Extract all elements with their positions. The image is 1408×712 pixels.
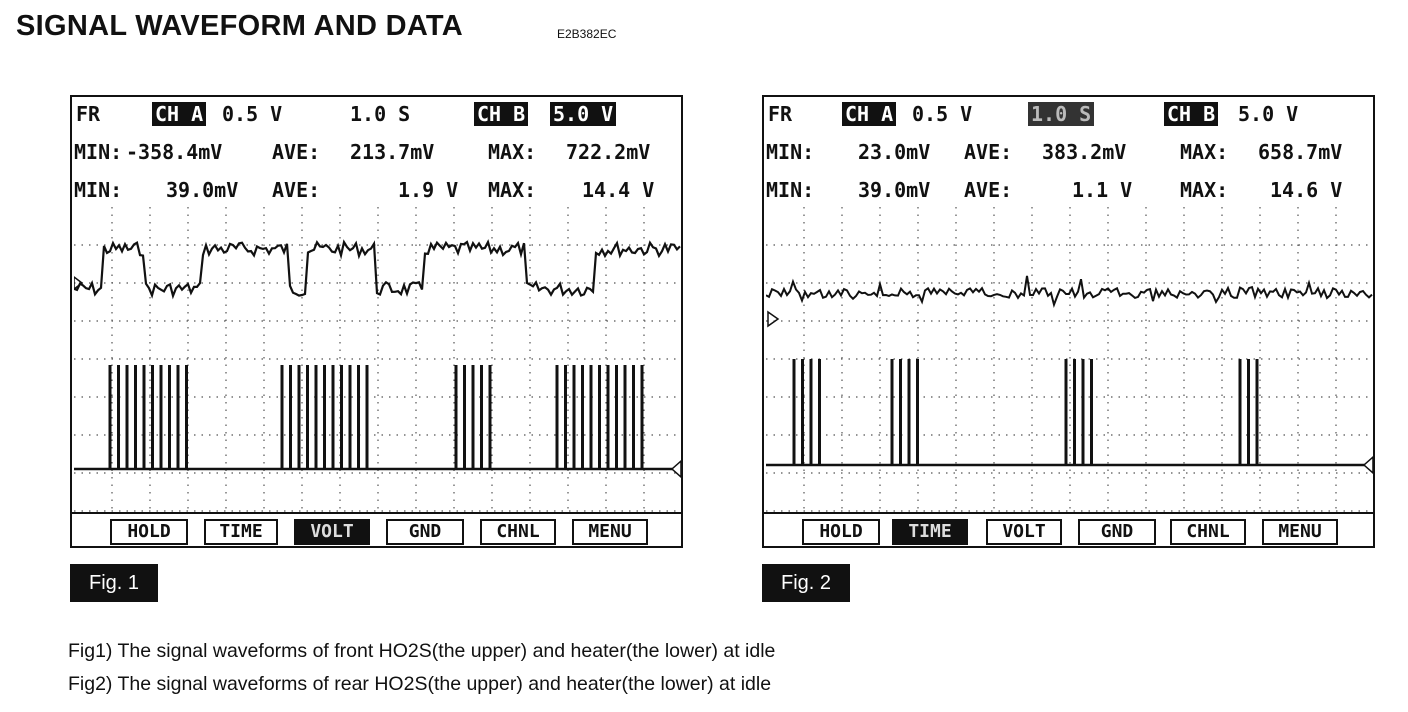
softkey-bar (764, 512, 1373, 548)
ch-b-ave: 1.1 V (1072, 178, 1133, 202)
min-label: MIN: (74, 140, 123, 164)
ave-label: AVE: (964, 178, 1013, 202)
waveform-svg (766, 207, 1373, 512)
ch-b-max: 14.6 V (1270, 178, 1343, 202)
ch-a-min: 23.0mV (858, 140, 931, 164)
hold-button[interactable]: HOLD (802, 519, 880, 545)
scope-display-fig1 (70, 95, 683, 548)
fr-label: FR (768, 102, 793, 126)
ave-label: AVE: (272, 178, 321, 202)
max-label: MAX: (488, 140, 537, 164)
ch-a-stats-row (764, 135, 1373, 173)
volt-button[interactable]: VOLT (986, 519, 1062, 545)
fig2-label: Fig. 2 (762, 564, 850, 602)
chnl-button[interactable]: CHNL (1170, 519, 1246, 545)
ch-a-max: 658.7mV (1258, 140, 1343, 164)
menu-button[interactable]: MENU (572, 519, 648, 545)
ch-b-min: 39.0mV (858, 178, 931, 202)
document-code: E2B382EC (557, 27, 617, 41)
ch-a-label[interactable]: CH A (152, 102, 206, 126)
time-scale: 1.0 S (350, 102, 411, 126)
min-label: MIN: (766, 178, 815, 202)
ch-a-min: -358.4mV (126, 140, 223, 164)
hold-button[interactable]: HOLD (110, 519, 188, 545)
ave-label: AVE: (964, 140, 1013, 164)
waveform-plot (766, 207, 1373, 512)
scope-display-fig2 (762, 95, 1375, 548)
ch-a-ave: 213.7mV (350, 140, 435, 164)
ch-a-scale: 0.5 V (222, 102, 283, 126)
max-label: MAX: (488, 178, 537, 202)
time-scale: 1.0 S (1028, 102, 1094, 126)
page-title: SIGNAL WAVEFORM AND DATA (16, 10, 464, 42)
min-label: MIN: (74, 178, 123, 202)
ch-b-scale: 5.0 V (550, 102, 616, 126)
ch-a-scale: 0.5 V (912, 102, 973, 126)
ch-a-max: 722.2mV (566, 140, 651, 164)
volt-button[interactable]: VOLT (294, 519, 370, 545)
ch-b-stats-row (764, 173, 1373, 211)
chnl-button[interactable]: CHNL (480, 519, 556, 545)
caption-fig2: Fig2) The signal waveforms of rear HO2S(the upper) and heater(the lower) at idle (68, 673, 772, 695)
ch-b-marker-icon (672, 461, 681, 477)
fr-label: FR (76, 102, 101, 126)
waveform-plot (74, 207, 681, 512)
scope-header-row (764, 97, 1373, 135)
ave-label: AVE: (272, 140, 321, 164)
ch-b-max: 14.4 V (582, 178, 655, 202)
max-label: MAX: (1180, 140, 1229, 164)
caption-fig1: Fig1) The signal waveforms of front HO2S(the upper) and heater(the lower) at idle (68, 640, 776, 662)
ch-b-min: 39.0mV (166, 178, 239, 202)
softkey-bar (72, 512, 681, 548)
scope-header-row (72, 97, 681, 135)
time-button[interactable]: TIME (204, 519, 278, 545)
ch-a-stats-row (72, 135, 681, 173)
ch-b-label[interactable]: CH B (1164, 102, 1218, 126)
front-ho2s-trace (74, 242, 680, 296)
ch-a-marker-icon (768, 312, 778, 326)
ch-b-scale: 5.0 V (1238, 102, 1299, 126)
rear-ho2s-trace (766, 276, 1372, 305)
gnd-button[interactable]: GND (1078, 519, 1156, 545)
ch-b-label[interactable]: CH B (474, 102, 528, 126)
ch-a-ave: 383.2mV (1042, 140, 1127, 164)
fig1-label: Fig. 1 (70, 564, 158, 602)
ch-a-label[interactable]: CH A (842, 102, 896, 126)
min-label: MIN: (766, 140, 815, 164)
ch-b-marker-icon (1364, 457, 1373, 473)
ch-b-stats-row (72, 173, 681, 211)
time-button[interactable]: TIME (892, 519, 968, 545)
menu-button[interactable]: MENU (1262, 519, 1338, 545)
max-label: MAX: (1180, 178, 1229, 202)
waveform-svg (74, 207, 681, 512)
ch-b-ave: 1.9 V (398, 178, 459, 202)
gnd-button[interactable]: GND (386, 519, 464, 545)
